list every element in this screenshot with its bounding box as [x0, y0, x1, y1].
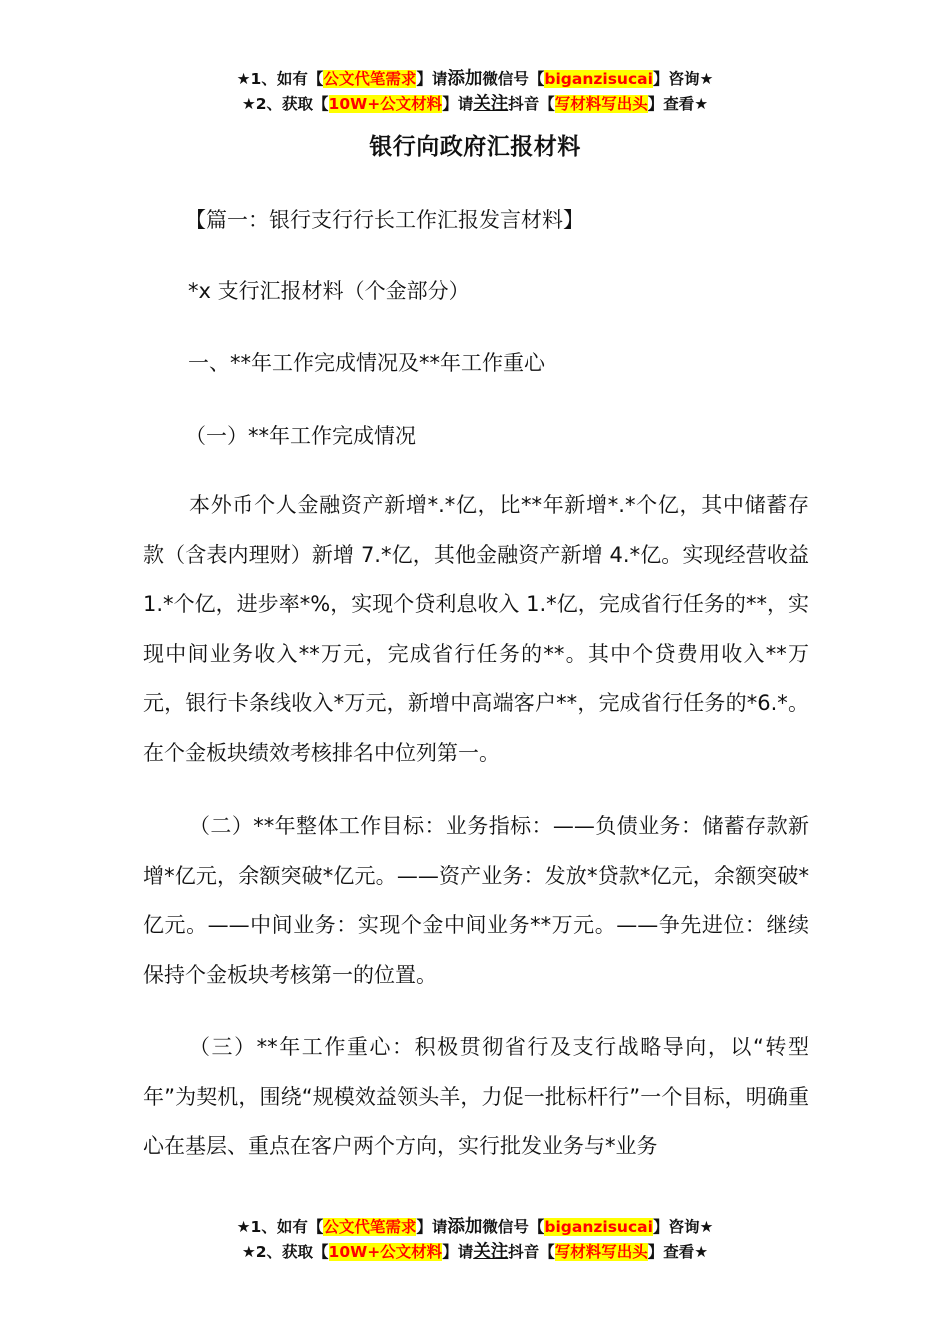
promo-line-1: ★1、如有【公文代笔需求】请添加微信号【biganzisucai】咨询★ [236, 1217, 714, 1237]
promo-highlight: 公文代笔需求 [323, 1218, 417, 1236]
promo-line-2: ★2、获取【10W+公文材料】请关注抖音【写材料写出头】查看★ [241, 1242, 709, 1262]
douyin-account: 写材料写出头 [554, 95, 648, 113]
part-heading: 【篇一：银行支行行长工作汇报发言材料】 [185, 208, 584, 232]
subsection-heading: （一）**年工作完成情况 [185, 424, 416, 448]
body-paragraph: （三）**年工作重心：积极贯彻省行及支行战略导向，以“转型年”为契机，围绕“规模效益领头羊，力促一批标杆行”一个目标，明确重心在基层、重点在客户两个方向，实行批发业务与*业务 [143, 1035, 809, 1159]
promo-line-1: ★1、如有【公文代笔需求】请添加微信号【biganzisucai】咨询★ [236, 69, 714, 89]
wechat-id: biganzisucai [544, 70, 653, 88]
promo-highlight: 10W+公文材料 [328, 95, 443, 113]
promo-banner-top [0, 67, 950, 117]
section-heading: 一、**年工作完成情况及**年工作重心 [188, 351, 545, 375]
body-paragraph: （二）**年整体工作目标：业务指标：——负债业务：储蓄存款新增*亿元，余额突破*亿元。——资产业务：发放*贷款*亿元，余额突破*亿元。——中间业务：实现个金中间业务**万元。——争先进位：继续保持个金板块考核第一的位置。 [143, 814, 809, 987]
sub-heading: *x 支行汇报材料（个金部分） [188, 279, 470, 303]
document-title: 银行向政府汇报材料 [369, 134, 581, 160]
douyin-account: 写材料写出头 [554, 1243, 648, 1261]
promo-banner-bottom [0, 1215, 950, 1265]
body-paragraph: 本外币个人金融资产新增*.*亿，比**年新增*.*个亿，其中储蓄存款（含表内理财）新增 7.*亿，其他金融资产新增 4.*亿。实现经营收益 1.*个亿，进步率*%，实现个贷利息收入 1.*亿，完成省行任务的**，实现中间业务收入**万元，完成省行任务的**。其中个贷费用收入**万元，银行卡条线收入*万元，新增中高端客户**，完成省行任务的*6.*。在个金板块绩效考核排名中位列第一。 [143, 493, 809, 765]
promo-highlight: 公文代笔需求 [323, 70, 417, 88]
promo-line-2: ★2、获取【10W+公文材料】请关注抖音【写材料写出头】查看★ [241, 94, 709, 114]
promo-highlight: 10W+公文材料 [328, 1243, 443, 1261]
wechat-id: biganzisucai [544, 1218, 653, 1236]
